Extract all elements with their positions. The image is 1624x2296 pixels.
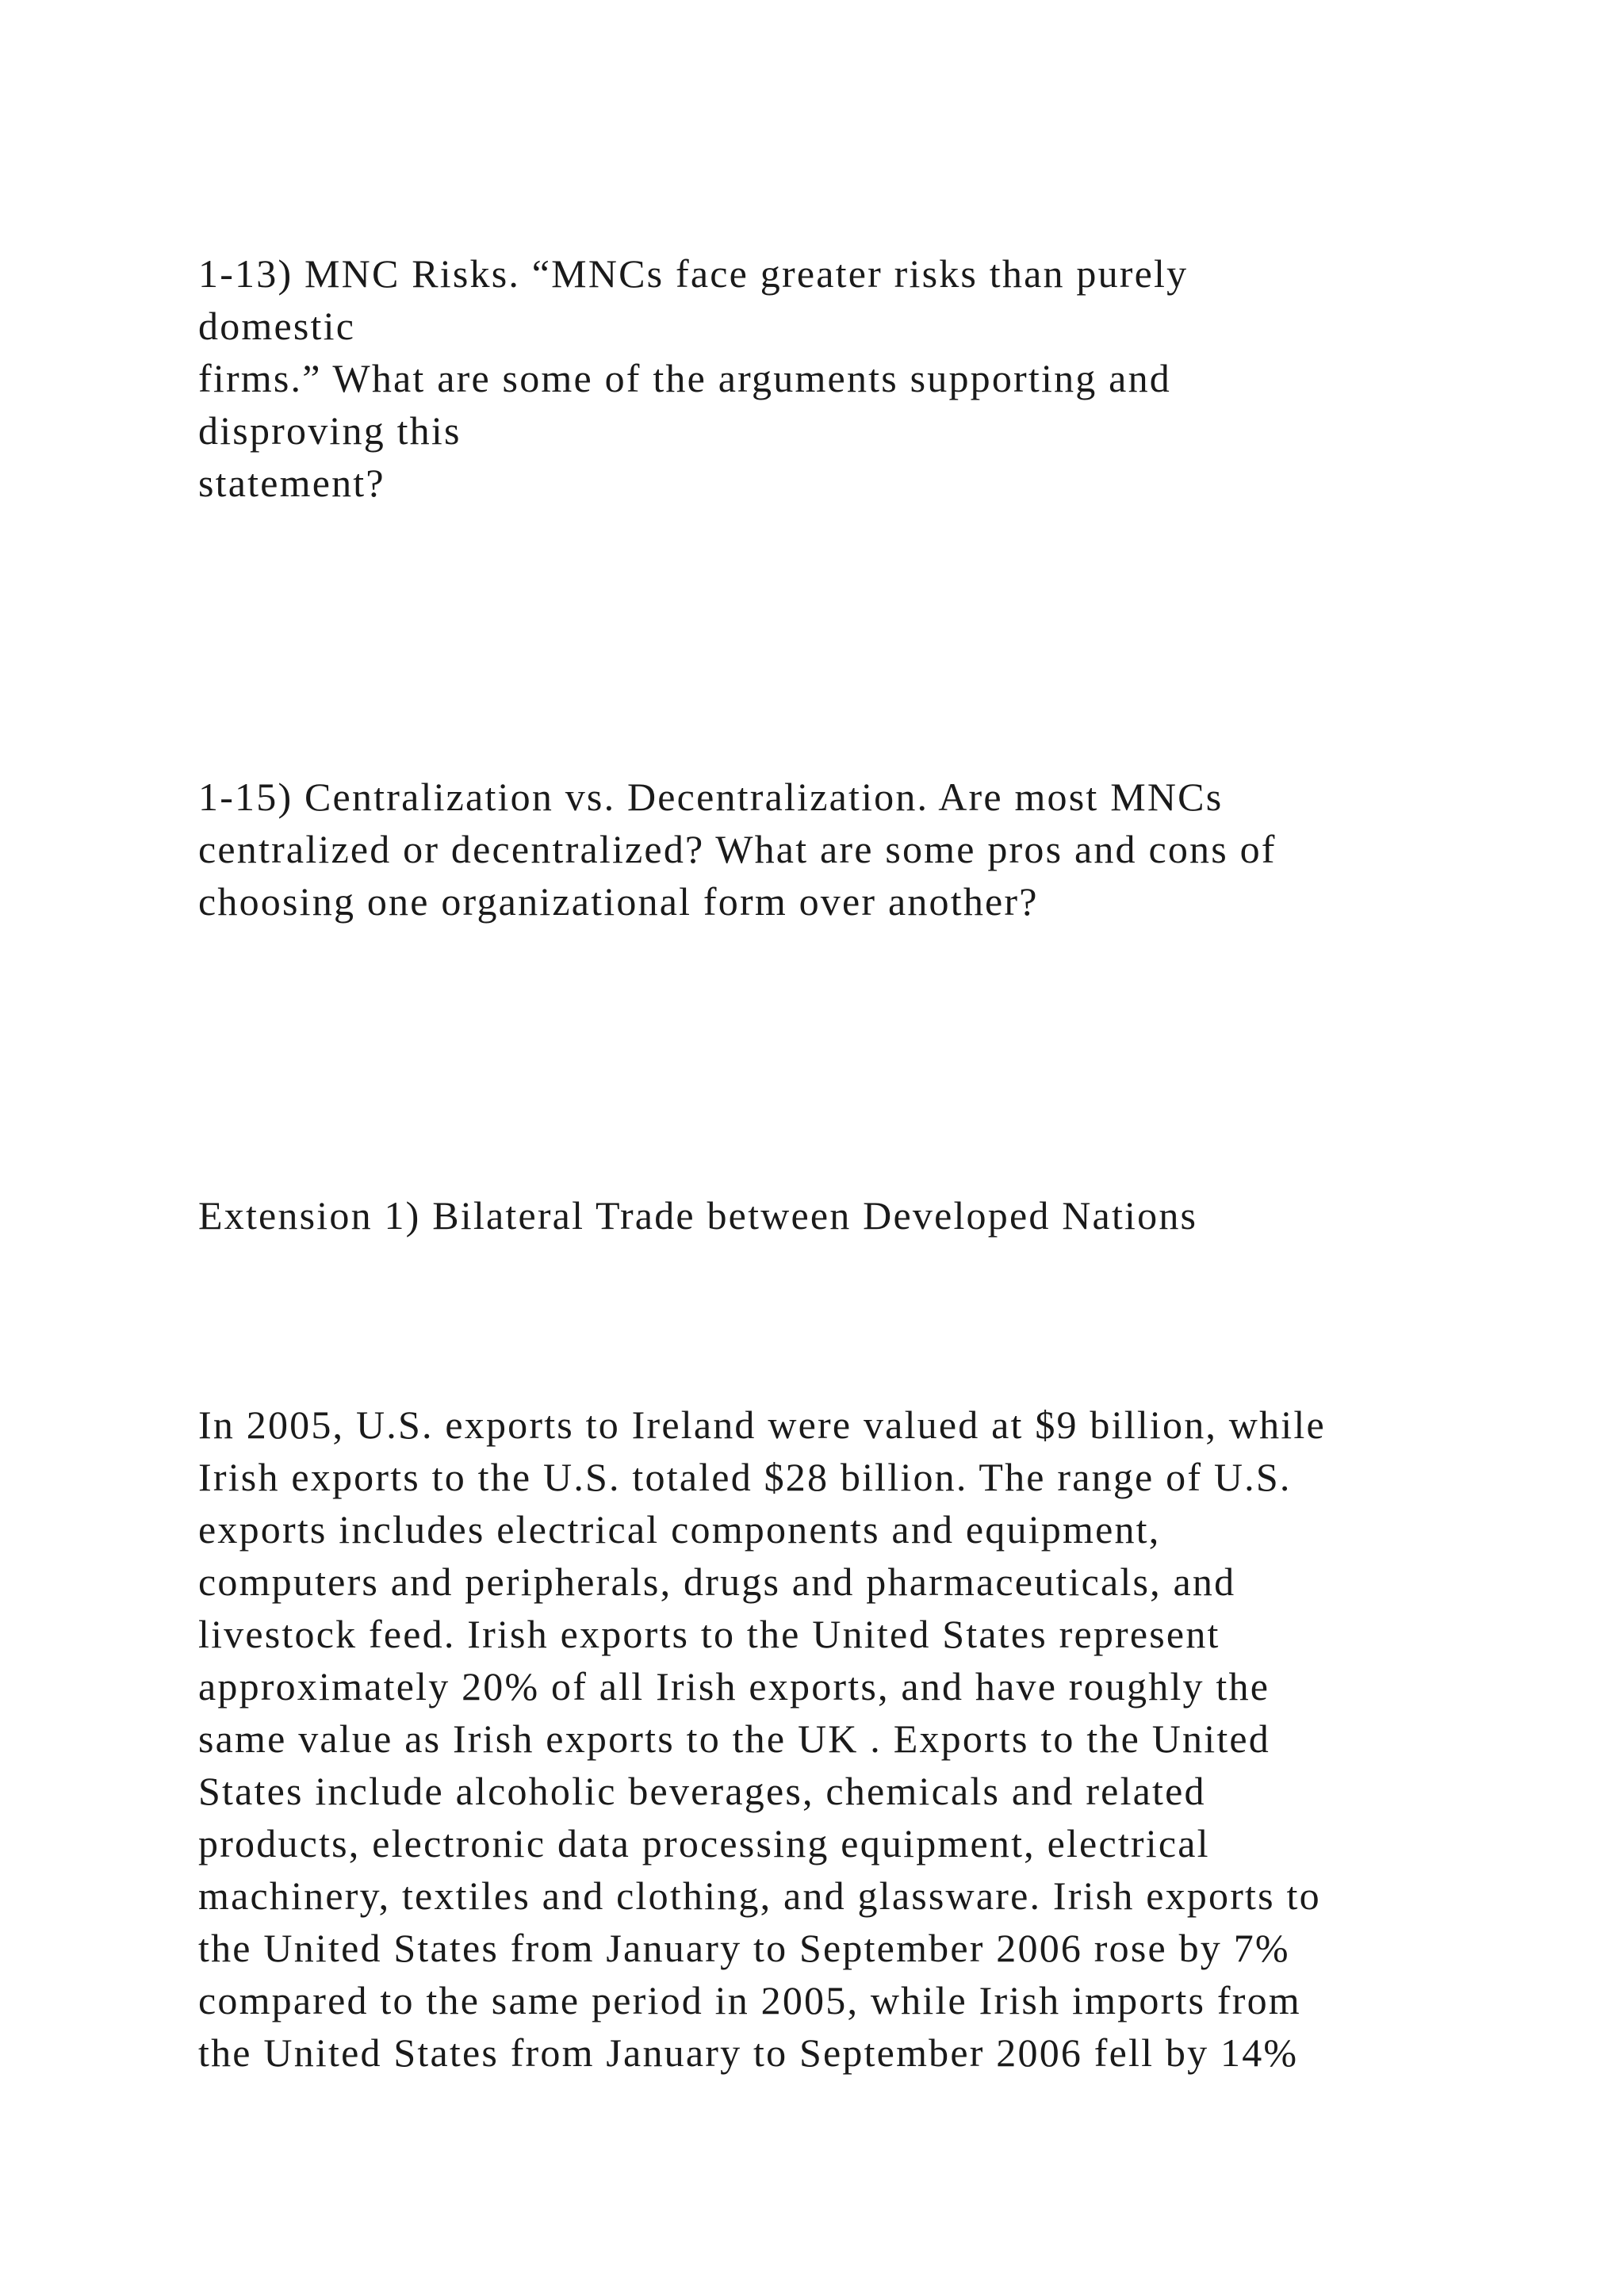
text-line: the United States from January to September 2006 fell by 14% [198,2030,1299,2075]
text-line: livestock feed. Irish exports to the United States represent [198,1612,1220,1656]
text-line: 1-13) MNC Risks. “MNCs face greater risks than purely [198,251,1189,296]
text-line: States include alcoholic beverages, chemicals and related [198,1769,1206,1813]
text-line: computers and peripherals, drugs and pharmaceuticals, and [198,1559,1236,1604]
text-line: approximately 20% of all Irish exports, and have roughly the [198,1664,1270,1709]
extension-heading: Extension 1) Bilateral Trade between Developed Nations [198,1193,1198,1238]
text-line: 1-15) Centralization vs. Decentralization. Are most MNCs [198,775,1224,819]
text-line: statement? [198,461,385,505]
text-line: firms.” What are some of the arguments supporting and [198,356,1171,400]
text-line: products, electronic data processing equipment, electrical [198,1821,1210,1866]
text-line: domestic [198,304,356,348]
text-line: the United States from January to September 2006 rose by 7% [198,1926,1290,1970]
text-line: centralized or decentralized? What are some pros and cons of [198,827,1277,871]
text-line: disproving this [198,408,462,453]
text-line: exports includes electrical components and equipment, [198,1507,1161,1552]
text-line: machinery, textiles and clothing, and glassware. Irish exports to [198,1873,1321,1918]
text-line: Irish exports to the U.S. totaled $28 billion. The range of U.S. [198,1455,1292,1499]
text-line: In 2005, U.S. exports to Ireland were valued at $9 billion, while [198,1402,1326,1447]
text-line: choosing one organizational form over another? [198,879,1039,924]
text-line: compared to the same period in 2005, while Irish imports from [198,1978,1301,2022]
text-line: same value as Irish exports to the UK . Exports to the United [198,1716,1270,1761]
